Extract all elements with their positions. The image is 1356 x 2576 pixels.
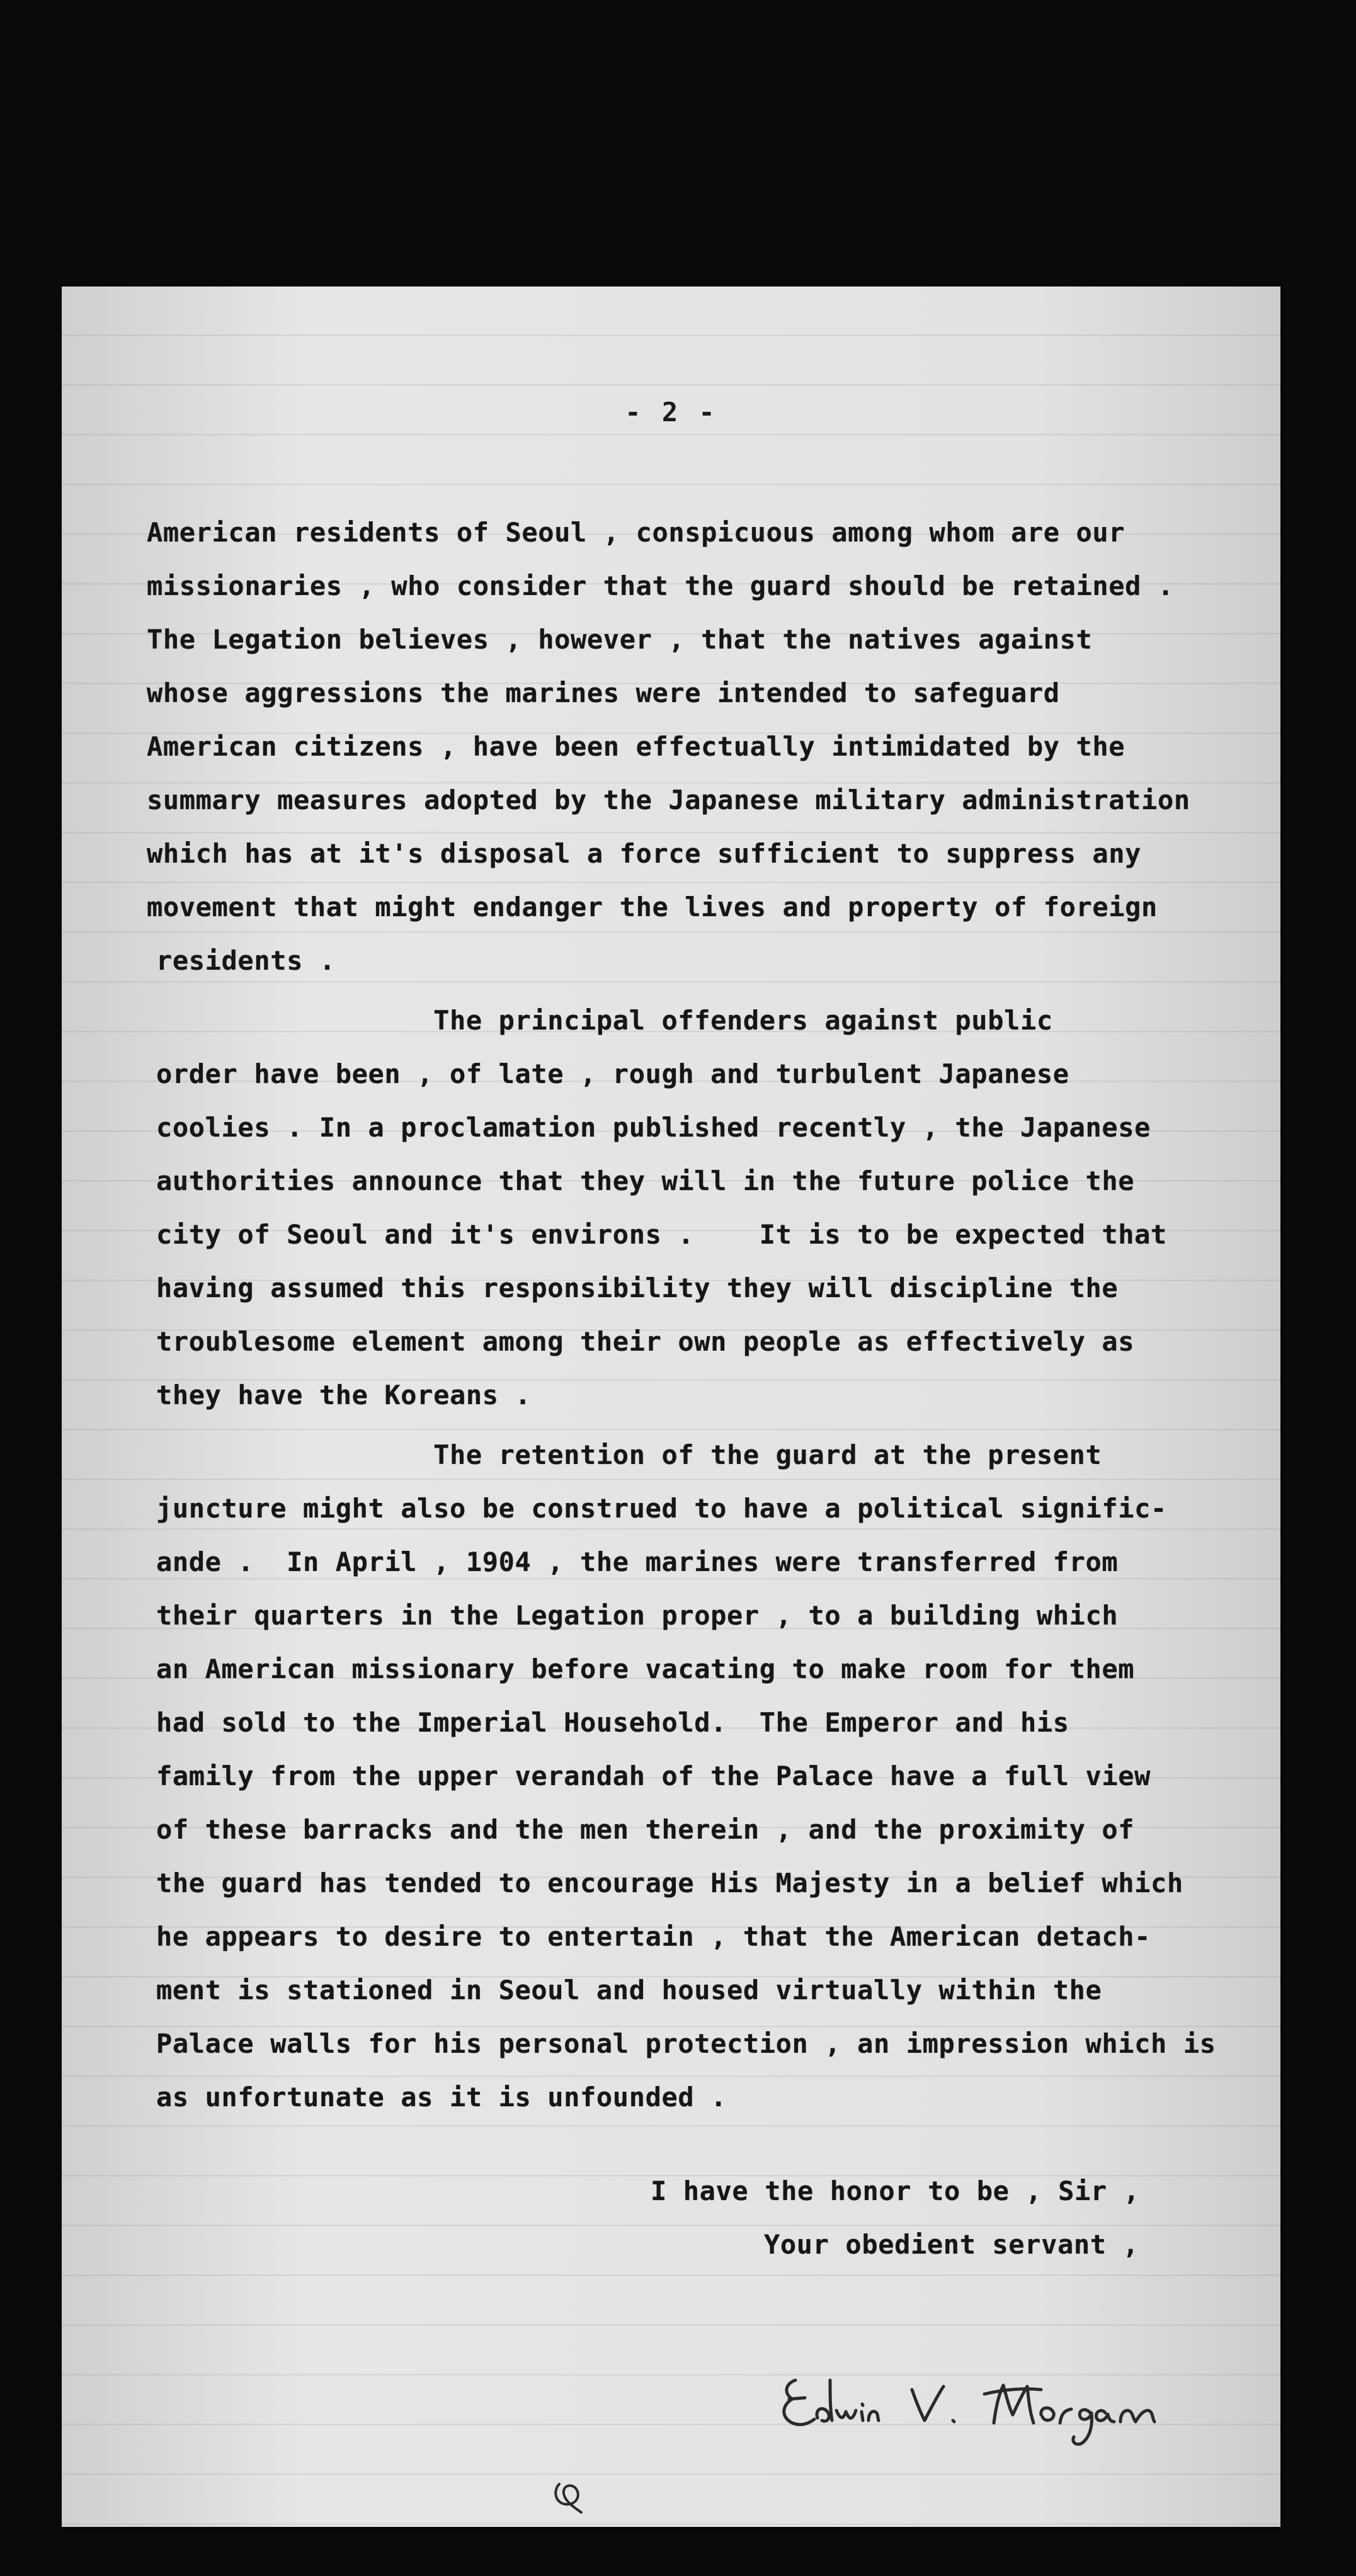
body-line: they have the Koreans . (156, 1380, 532, 1410)
body-line: of these barracks and the men therein , and the proximity of (156, 1814, 1135, 1845)
handwritten-signature (770, 2355, 1262, 2449)
body-line: an American missionary before vacating to make room for them (156, 1654, 1135, 1684)
body-line: American residents of Seoul , conspicuous among whom are our (147, 517, 1125, 548)
body-line: coolies . In a proclamation published recently , the Japanese (156, 1112, 1151, 1143)
body-line: missionaries , who consider that the guard should be retained . (147, 570, 1174, 601)
body-line: residents . (156, 945, 336, 976)
body-line: The retention of the guard at the present (156, 1439, 1102, 1470)
handwritten-mark (550, 2478, 588, 2516)
body-line: movement that might endanger the lives and property of foreign (147, 892, 1158, 922)
body-line: American citizens , have been effectually intimidated by the (147, 731, 1125, 762)
body-line: had sold to the Imperial Household. The Emperor and his (156, 1707, 1069, 1738)
body-line: summary measures adopted by the Japanese military administration (147, 785, 1190, 815)
body-line: family from the upper verandah of the Palace have a full view (156, 1761, 1151, 1791)
body-line: The Legation believes , however , that the natives against (147, 624, 1093, 655)
body-line: as unfortunate as it is unfounded . (156, 2082, 727, 2113)
body-line: whose aggressions the marines were intended to safeguard (147, 678, 1060, 708)
body-line: the guard has tended to encourage His Majesty in a belief which (156, 1868, 1183, 1898)
body-line: order have been , of late , rough and turbulent Japanese (156, 1058, 1069, 1089)
closing-salutation: I have the honor to be , Sir , (651, 2176, 1140, 2206)
body-line: their quarters in the Legation proper , to a building which (156, 1600, 1119, 1631)
body-line: Palace walls for his personal protection , an impression which is (156, 2028, 1216, 2059)
body-line: ment is stationed in Seoul and housed virtually within the (156, 1975, 1102, 2006)
body-line: having assumed this responsibility they will discipline the (156, 1273, 1119, 1303)
body-line: he appears to desire to entertain , that the American detach- (156, 1921, 1151, 1952)
body-line: juncture might also be construed to have a political signific- (156, 1493, 1167, 1524)
body-line: city of Seoul and it's environs . It is to be expected that (156, 1219, 1167, 1250)
body-line: authorities announce that they will in the future police the (156, 1166, 1135, 1196)
body-line: which has at it's disposal a force sufficient to suppress any (147, 838, 1142, 869)
closing-servant: Your obedient servant , (764, 2229, 1139, 2260)
body-line: The principal offenders against public (156, 1005, 1053, 1036)
page-number: - 2 - (625, 397, 717, 428)
body-line: ande . In April , 1904 , the marines were transferred from (156, 1546, 1119, 1577)
body-line: troublesome element among their own people as effectively as (156, 1326, 1135, 1357)
document-page (62, 287, 1280, 2527)
